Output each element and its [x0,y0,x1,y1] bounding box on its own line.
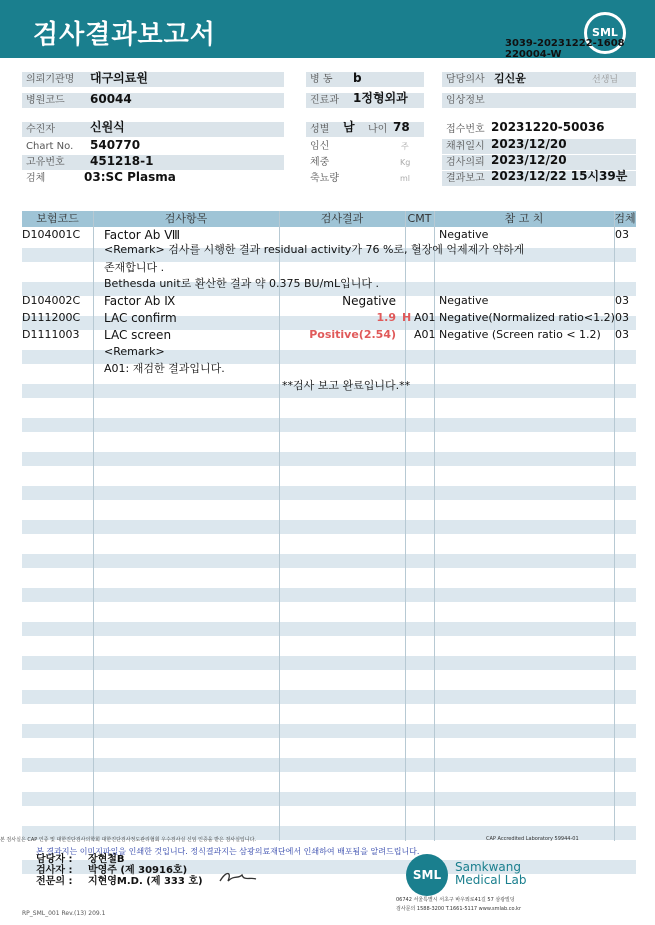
table-stripe [22,724,636,738]
row-reference: Negative (Screen ratio < 1.2) [439,328,601,341]
row-result: Negative [342,294,396,308]
staff-role: 담당자 : [36,854,73,865]
column-divider [434,211,435,841]
doctor-value: 김신윤 [494,72,526,85]
age-label: 나이 [368,124,388,135]
age-value: 78 [393,120,410,134]
table-stripe [22,690,636,704]
urine-unit: ml [400,174,411,183]
table-stripe [22,452,636,466]
column-divider [93,211,94,841]
chart-label: Chart No. [22,139,284,154]
table-stripe [22,622,636,636]
row-specimen: 03 [615,294,629,307]
print-note: 본 결과지는 이미지파일을 인쇄한 것입니다. 정식결과지는 삼광의료재단에서 인쇄하여 배포됨을 알려드립니다. [36,847,420,856]
row-test-item: LAC confirm [104,311,177,325]
report-time-label: 결과보고 [442,171,636,186]
row-flag: H [402,311,412,324]
row-test-item: Bethesda unit로 환산한 결과 약 0.375 BU/mL입니다 . [104,277,380,290]
hospital-code-label: 병원코드 [22,93,284,108]
staff-block [36,854,203,887]
header-result: 검사결과 [320,212,364,225]
request-label: 검사의뢰 [442,155,636,170]
patient-value: 신원식 [90,120,125,134]
doctor-label: 담당의사 [442,72,636,87]
row-test-item: <Remark> 검사를 시행한 결과 residual activity가 76 %로, 혈장에 억제제가 약하게 [104,243,525,256]
specimen-label: 검체 [22,171,284,186]
collect-value: 2023/12/20 [491,137,567,151]
doctor-suffix: 선생님 [592,75,619,85]
document-id-line1: 3039-20231222-1608 [505,38,625,49]
row-reference: Negative(Normalized ratio<1.2) [439,311,615,324]
form-id: RP_SML_001 Rev.(13) 209.1 [22,910,106,917]
company-address: 06742 서울특별시 서초구 바우뫼로41길 57 삼광빌딩 [396,897,515,903]
sex-label: 성별 [306,122,424,137]
pregnancy-label: 임신 [306,139,424,154]
staff-name: 장현철B [87,854,125,865]
clinical-label: 임상정보 [442,93,636,108]
staff-name: 지현영M.D. (제 333 호) [87,876,203,887]
row-reference: Negative [439,294,489,307]
row-result: 1.9 [376,311,396,324]
table-stripe [22,520,636,534]
row-code: D104002C [22,294,81,307]
row-specimen: 03 [615,328,629,341]
staff-role: 전문의 : [36,876,73,887]
specimen-value: 03:SC Plasma [84,170,176,184]
sex-value: 남 [343,120,355,134]
document-id-line2: 220004-W [505,49,562,60]
dept-value: 1정형외과 [353,91,408,105]
row-code: D111200C [22,311,81,324]
cap-note: CAP Accredited Laboratory 59944-01 [486,836,579,842]
table-stripe [22,656,636,670]
table-stripe [22,554,636,568]
receipt-label: 접수번호 [442,122,636,137]
row-specimen: 03 [615,311,629,324]
row-reference: Negative [439,228,489,241]
unique-label: 고유번호 [22,155,284,170]
dept-label: 진료과 [306,93,424,108]
footer-sml-logo: SML [406,854,448,896]
patient-label: 수진자 [22,122,284,137]
urine-label: 축뇨량 [306,171,424,186]
row-specimen: 03 [615,228,629,241]
weight-unit: Kg [400,158,411,167]
table-stripe [22,486,636,500]
table-stripe [22,588,636,602]
header-specimen: 검체 [614,212,636,225]
table-stripe [22,758,636,772]
row-code: D1111003 [22,328,80,341]
header-insurance-code: 보험코드 [36,212,79,225]
row-result: Positive(2.54) [309,328,396,341]
request-value: 2023/12/20 [491,153,567,167]
company-contact: 검사문의 1588-3200 T.1661-5117 www.smlab.co.kr [396,906,521,912]
header-reference: 참 고 치 [504,212,544,225]
unique-value: 451218-1 [90,154,154,168]
row-test-item: <Remark> [104,345,165,358]
staff-name: 박영주 (제 30916호) [87,865,188,876]
accreditation-note: 본 검사실은 CAP 인증 및 대한진단검사의학회 대한진단검사정도관리협회 우수검사실 신임 인증을 받은 검사실입니다. [0,837,257,843]
header-cmt: CMT [407,212,432,225]
report-time-value: 2023/12/22 15시39분 [491,169,628,183]
requester-value: 대구의료원 [90,71,148,85]
collect-label: 채취일시 [442,139,636,154]
staff-role: 검사자 : [36,865,73,876]
row-code: D104001C [22,228,81,241]
requester-label: 의뢰기관명 [22,72,284,87]
weight-label: 체중 [306,155,424,170]
table-stripe [22,792,636,806]
company-name-line2: Medical Lab [455,873,527,887]
pregnancy-unit: 주 [401,142,409,151]
sml-logo: SML [584,12,626,54]
report-title: 검사결과보고서 [33,20,216,50]
company-name [455,861,526,887]
column-divider [405,211,406,841]
company-name-line1: Samkwang [455,860,521,874]
row-test-item: A01: 재검한 결과입니다. [104,362,225,375]
row-cmt: A01 [414,328,436,341]
row-test-item: Factor Ab Ⅸ [104,294,176,308]
header-test-item: 검사항목 [164,212,208,225]
table-stripe [22,418,636,432]
signature-image [216,867,260,887]
ward-value: b [353,71,362,85]
completion-note: **검사 보고 완료입니다.** [282,379,411,392]
receipt-value: 20231220-50036 [491,120,605,134]
row-cmt: A01 [414,311,436,324]
row-test-item: 존재합니다 . [104,261,165,274]
chart-value: 540770 [90,138,141,152]
row-test-item: LAC screen [104,328,172,342]
document-id [505,38,625,60]
row-test-item: Factor Ab Ⅷ [104,228,180,242]
ward-label: 병 동 [306,72,424,87]
hospital-code-value: 60044 [90,92,132,106]
